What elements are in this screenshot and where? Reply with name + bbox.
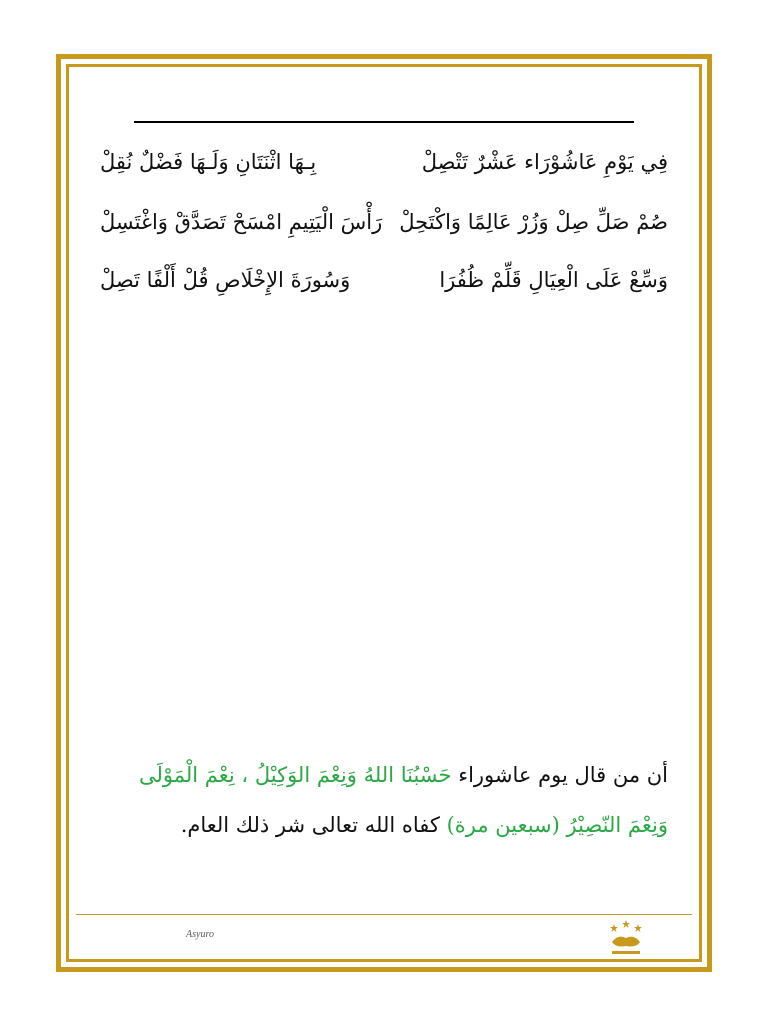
verse-1-second-hemistich: بِـهَا اثْنَتَانِ وَلَـهَا فَضْلٌ نُقِلْ bbox=[100, 150, 317, 174]
footer-divider bbox=[76, 914, 692, 915]
verse-3-first-hemistich: وَسِّعْ عَلَى الْعِيَالِ قَلِّمْ ظُفُرَا bbox=[439, 268, 668, 292]
footer-title: Asyuro bbox=[186, 929, 214, 940]
paragraph-intro: أن من قال يوم عاشوراء bbox=[451, 763, 668, 787]
dhikr-text: حَسْبُنَا اللهُ وَنِعْمَ الوَكِيْلُ ، نِعْمَ الْمَوْلَى وَنِعْمَ النّصِيْرُ (سبعين مرة) bbox=[138, 763, 668, 837]
verse-3-second-hemistich: وَسُورَةَ الإِخْلَاصِ قُلْ أَلْفًا تَصِلْ bbox=[100, 268, 351, 292]
verse-2-first-hemistich: صُمْ صَلِّ صِلْ وَزُرْ عَالِمًا وَاكْتَحِلْ bbox=[399, 210, 668, 234]
paragraph-conclusion: كفاه الله تعالى شر ذلك العام. bbox=[180, 813, 447, 837]
majelis-logo-icon bbox=[606, 918, 646, 958]
verse-1-first-hemistich: فِي يَوْمِ عَاشُوْرَاء عَشْرٌ تَتْصِلْ bbox=[421, 150, 668, 174]
top-divider bbox=[134, 121, 634, 123]
verse-line-1 bbox=[100, 140, 668, 184]
verse-2-second-hemistich: رَأْسَ الْيَتِيمِ امْسَحْ تَصَدَّقْ وَاغْتَسِلْ bbox=[100, 210, 383, 234]
verse-line-3 bbox=[100, 258, 668, 302]
verse-line-2 bbox=[100, 200, 668, 244]
virtue-paragraph bbox=[100, 750, 668, 850]
